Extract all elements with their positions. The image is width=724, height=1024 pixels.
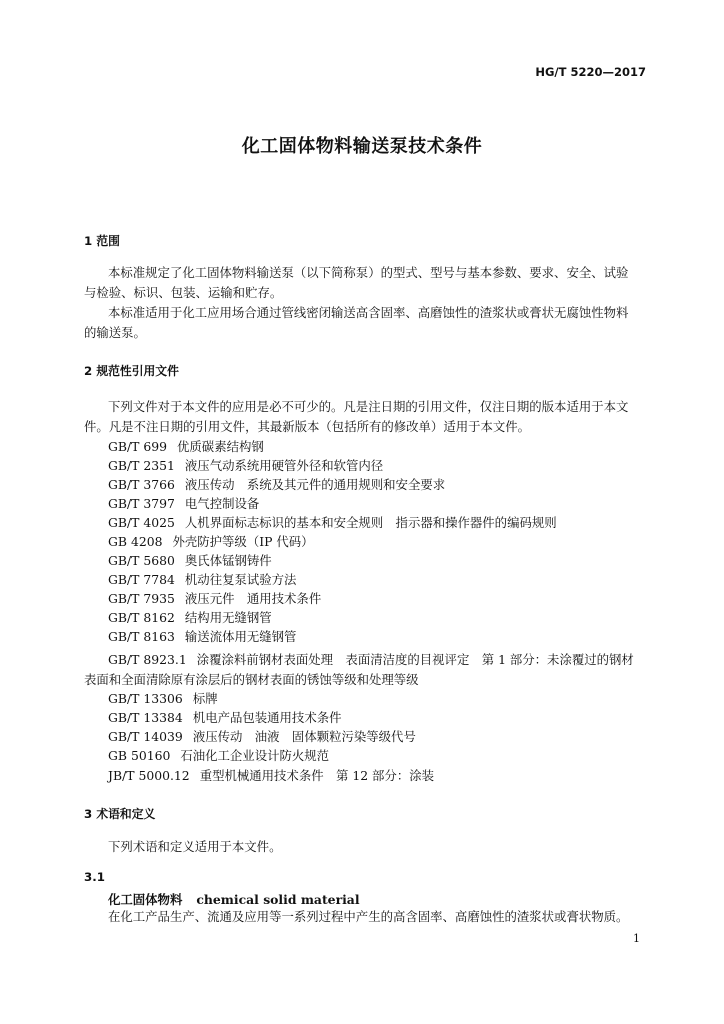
section-3-heading: 3 术语和定义 — [84, 807, 156, 821]
reference-item — [108, 589, 321, 607]
term-definition: 在化工产品生产、流通及应用等一系列过程中产生的高含固率、高磨蚀性的渣浆状或膏状物质。 — [108, 909, 629, 924]
reference-item — [108, 608, 272, 626]
reference-code: GB/T 8163 — [108, 629, 175, 644]
reference-title: 涂覆涂料前钢材表面处理 表面清洁度的目视评定 第 1 部分：未涂覆过的钢材 — [196, 652, 634, 667]
reference-item — [108, 570, 296, 588]
reference-title: 人机界面标志标识的基本和安全规则 指示器和操作器件的编码规则 — [184, 515, 557, 530]
reference-item — [108, 689, 218, 707]
reference-code: GB/T 5680 — [108, 553, 175, 568]
reference-title: 石油化工企业设计防火规范 — [180, 748, 330, 763]
reference-title: 液压元件 通用技术条件 — [184, 591, 322, 606]
section-1-paragraph-2-line-1: 本标准适用于化工应用场合通过管线密闭输送高含固率、高磨蚀性的渣浆状或膏状无腐蚀性物料 — [108, 305, 629, 320]
reference-code: GB/T 13306 — [108, 691, 183, 706]
reference-item — [108, 727, 416, 745]
reference-item — [108, 475, 445, 493]
reference-code: GB/T 699 — [108, 439, 168, 454]
reference-code: GB/T 8923.1 — [108, 652, 187, 667]
reference-code: JB/T 5000.12 — [108, 768, 190, 783]
reference-title: 重型机械通用技术条件 第 12 部分：涂装 — [199, 768, 434, 783]
reference-item — [108, 513, 557, 531]
reference-code: GB/T 7784 — [108, 572, 175, 587]
subsection-number: 3.1 — [84, 870, 105, 884]
reference-item — [108, 708, 342, 726]
standard-number: HG/T 5220—2017 — [535, 65, 646, 79]
reference-item — [108, 494, 259, 512]
reference-title: 奥氏体锰钢铸件 — [184, 553, 272, 568]
reference-title: 电气控制设备 — [184, 496, 260, 511]
section-2-intro-line-1: 下列文件对于本文件的应用是必不可少的。凡是注日期的引用文件，仅注日期的版本适用于本文 — [108, 399, 629, 414]
reference-item — [108, 746, 329, 764]
section-1-heading: 1 范围 — [84, 234, 120, 248]
section-1-paragraph-2-line-2: 的输送泵。 — [84, 325, 146, 340]
reference-item — [108, 650, 634, 668]
reference-title: 液压传动 油液 固体颗粒污染等级代号 — [192, 729, 416, 744]
reference-title: 外壳防护等级（IP 代码） — [172, 534, 314, 549]
reference-title: 结构用无缝钢管 — [184, 610, 272, 625]
reference-item — [108, 627, 296, 645]
reference-title: 机电产品包装通用技术条件 — [192, 710, 342, 725]
reference-title: 输送流体用无缝钢管 — [184, 629, 297, 644]
section-2-heading: 2 规范性引用文件 — [84, 364, 179, 378]
reference-code: GB/T 7935 — [108, 591, 175, 606]
reference-code: GB 4208 — [108, 534, 163, 549]
reference-code: GB 50160 — [108, 748, 171, 763]
reference-item — [108, 532, 314, 550]
reference-code: GB/T 13384 — [108, 710, 183, 725]
term-chinese: 化工固体物料 — [108, 892, 183, 907]
term-entry — [108, 890, 360, 908]
section-2-intro-line-2: 件。凡是不注日期的引用文件，其最新版本（包括所有的修改单）适用于本文件。 — [84, 419, 531, 434]
section-1-paragraph-1-line-1: 本标准规定了化工固体物料输送泵（以下简称泵）的型式、型号与基本参数、要求、安全、试验 — [108, 265, 629, 280]
page-number: 1 — [633, 932, 640, 945]
reference-item — [108, 551, 272, 569]
reference-title: 标牌 — [192, 691, 218, 706]
reference-code: GB/T 2351 — [108, 458, 175, 473]
reference-code: GB/T 3766 — [108, 477, 175, 492]
reference-item — [108, 766, 434, 784]
reference-item-continuation — [84, 670, 419, 688]
reference-title: 液压气动系统用硬管外径和软管内径 — [184, 458, 384, 473]
reference-title: 表面和全面清除原有涂层后的钢材表面的锈蚀等级和处理等级 — [84, 672, 419, 687]
term-english: chemical solid material — [196, 892, 360, 907]
reference-code: GB/T 4025 — [108, 515, 175, 530]
reference-item — [108, 437, 264, 455]
reference-item — [108, 456, 383, 474]
document-title: 化工固体物料输送泵技术条件 — [241, 136, 483, 157]
section-1-paragraph-1-line-2: 与检验、标识、包装、运输和贮存。 — [84, 285, 283, 300]
reference-title: 优质碳素结构钢 — [177, 439, 264, 454]
section-3-intro: 下列术语和定义适用于本文件。 — [108, 839, 282, 854]
reference-title: 机动往复泵试验方法 — [184, 572, 297, 587]
reference-code: GB/T 3797 — [108, 496, 175, 511]
reference-code: GB/T 14039 — [108, 729, 183, 744]
reference-title: 液压传动 系统及其元件的通用规则和安全要求 — [184, 477, 446, 492]
reference-code: GB/T 8162 — [108, 610, 175, 625]
